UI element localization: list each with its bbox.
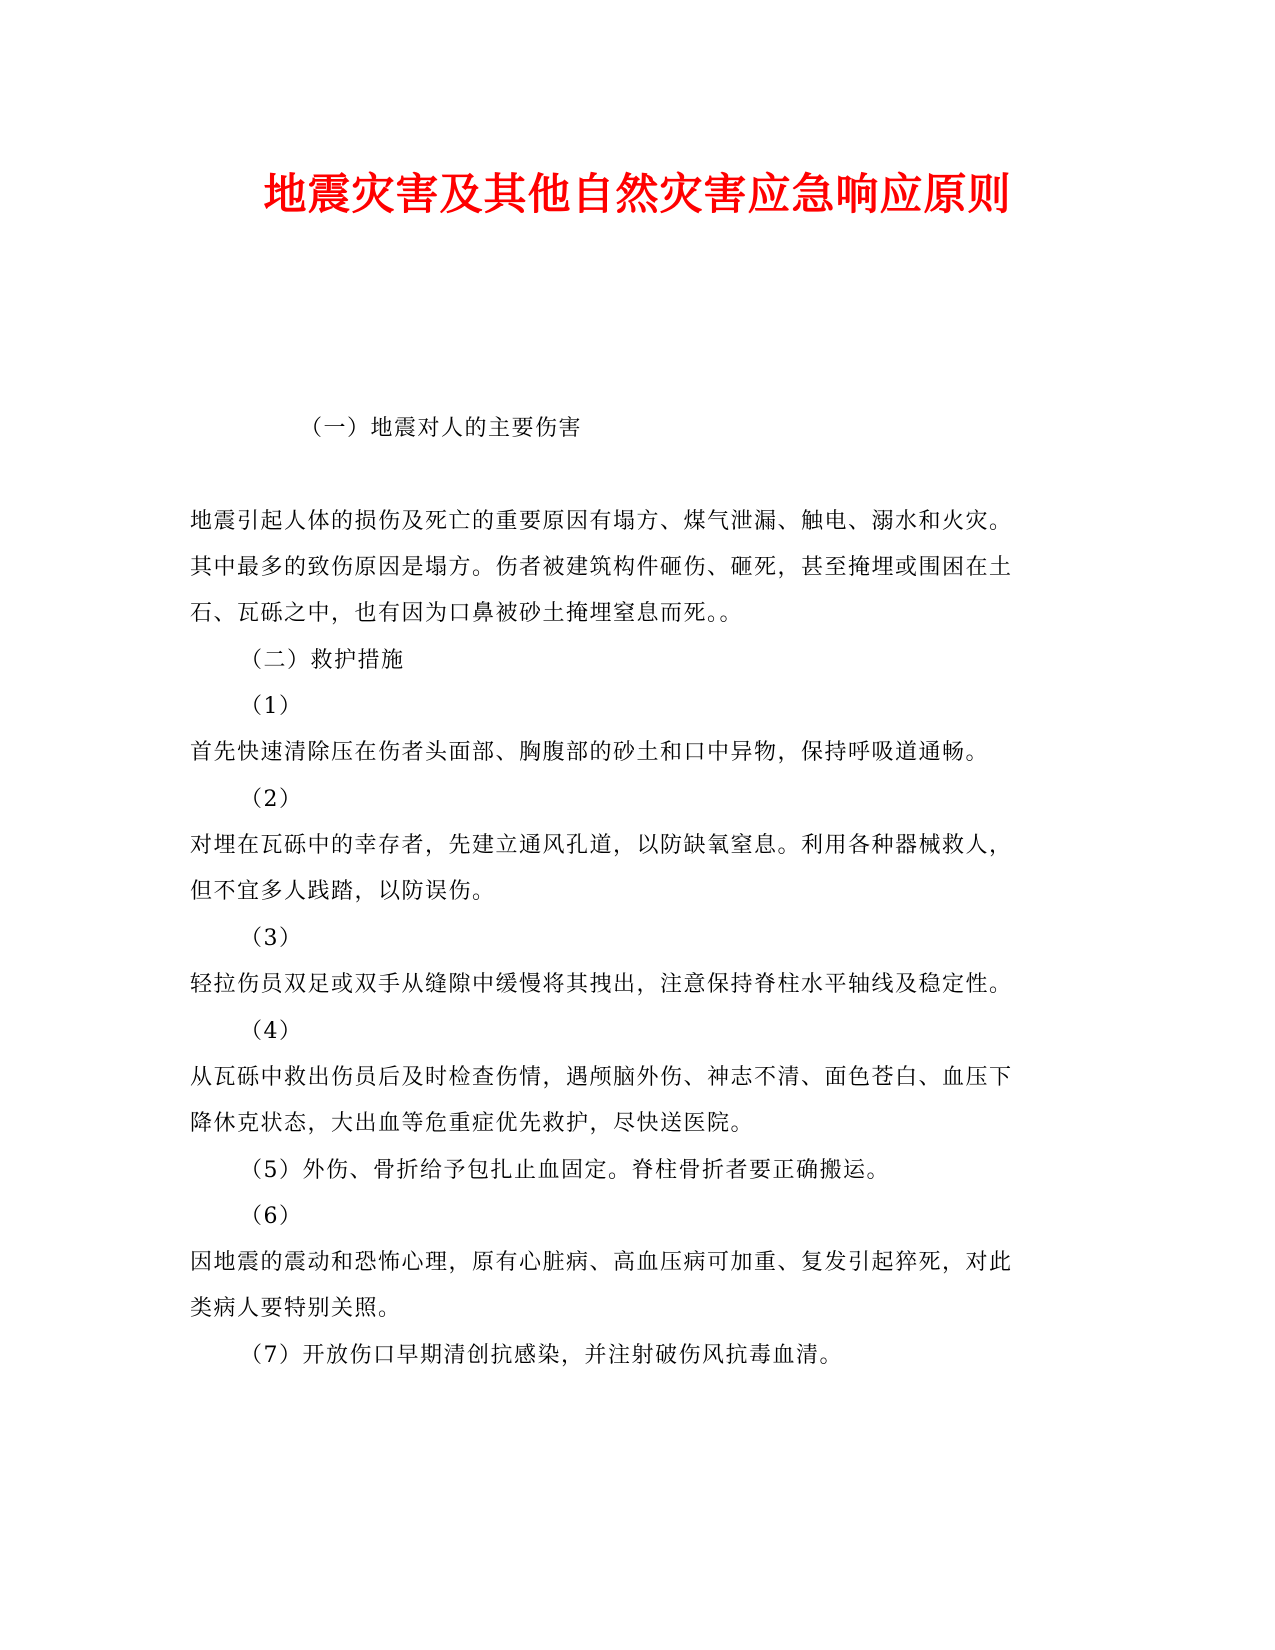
item-5: （5）外伤、骨折给予包扎止血固定。脊柱骨折者要正确搬运。 (240, 1158, 890, 1183)
item-text-6: 因地震的震动和恐怖心理，原有心脏病、高血压病可加重、复发引起猝死，对此 (190, 1250, 1013, 1275)
paragraph-line: 地震引起人体的损伤及死亡的重要原因有塌方、煤气泄漏、触电、溺水和火灾。 (190, 509, 1013, 534)
item-marker-6: （6） (240, 1204, 303, 1229)
paragraph-line: 其中最多的致伤原因是塌方。伤者被建筑构件砸伤、砸死，甚至掩埋或围困在土 (190, 555, 1013, 580)
item-7: （7）开放伤口早期清创抗感染，并注射破伤风抗毒血清。 (240, 1343, 843, 1368)
item-text-2-cont: 但不宜多人践踏，以防误伤。 (190, 879, 496, 904)
section-heading-injuries: （一）地震对人的主要伤害 (300, 416, 583, 441)
paragraph-line: 石、瓦砾之中，也有因为口鼻被砂土掩埋窒息而死。。 (190, 601, 744, 626)
item-marker-3: （3） (240, 926, 303, 951)
item-text-2: 对埋在瓦砾中的幸存者，先建立通风孔道，以防缺氧窒息。利用各种器械救人， (190, 833, 1013, 858)
item-text-1: 首先快速清除压在伤者头面部、胸腹部的砂土和口中异物，保持呼吸道通畅。 (190, 740, 990, 765)
section-heading-rescue: （二）救护措施 (240, 648, 405, 673)
item-text-4-cont: 降休克状态，大出血等危重症优先救护，尽快送医院。 (190, 1111, 755, 1136)
item-marker-4: （4） (240, 1019, 303, 1044)
item-marker-1: （1） (240, 694, 303, 719)
item-text-3: 轻拉伤员双足或双手从缝隙中缓慢将其拽出，注意保持脊柱水平轴线及稳定性。 (190, 972, 1013, 997)
document-title: 地震灾害及其他自然灾害应急响应原则 (263, 170, 1012, 220)
item-marker-2: （2） (240, 787, 303, 812)
item-text-4: 从瓦砾中救出伤员后及时检查伤情，遇颅脑外伤、神志不清、面色苍白、血压下 (190, 1065, 1013, 1090)
item-text-6-cont: 类病人要特别关照。 (190, 1296, 402, 1321)
